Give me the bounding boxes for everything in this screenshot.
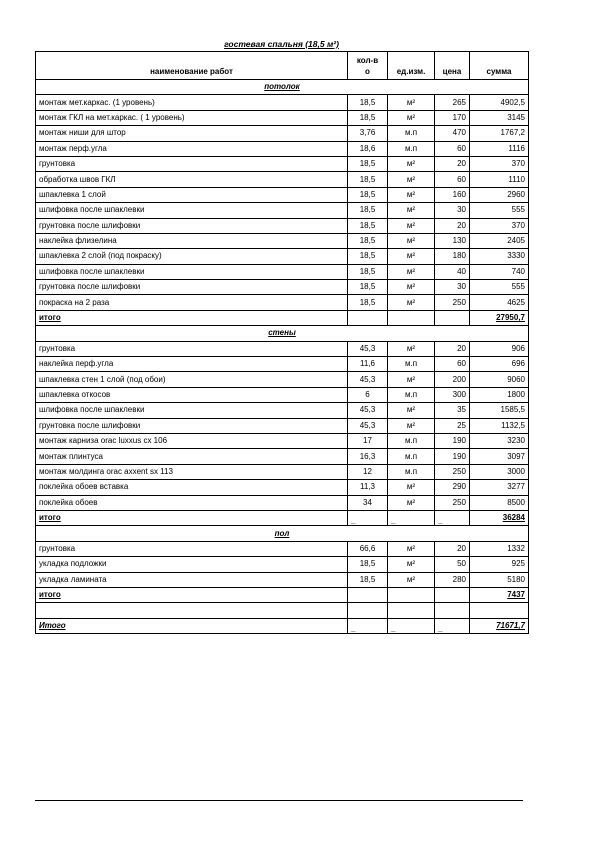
grand-total-empty: _ (435, 618, 470, 633)
work-unit: м² (388, 480, 435, 495)
header-name: наименование работ (36, 52, 348, 80)
section-total-empty (348, 587, 388, 602)
work-qty: 18,5 (348, 233, 388, 248)
footer-divider (35, 800, 523, 801)
work-unit: м.п (388, 141, 435, 156)
header-unit: ед.изм. (388, 52, 435, 80)
work-unit: м² (388, 172, 435, 187)
work-row (36, 418, 529, 433)
header-qty-text: кол-во (356, 56, 379, 76)
work-sum: 3097 (470, 449, 529, 464)
work-price: 30 (435, 203, 470, 218)
work-sum: 4625 (470, 295, 529, 310)
work-name: монтаж мет.каркас. (1 уровень) (36, 95, 348, 110)
work-qty: 6 (348, 387, 388, 402)
work-row (36, 449, 529, 464)
work-row (36, 572, 529, 587)
section-total-row (36, 587, 529, 602)
work-price: 190 (435, 449, 470, 464)
work-row (36, 480, 529, 495)
section-title: потолок (36, 80, 529, 95)
work-price: 25 (435, 418, 470, 433)
work-name: укладка подложки (36, 557, 348, 572)
works-table (35, 51, 529, 634)
work-price: 180 (435, 249, 470, 264)
work-qty: 18,5 (348, 249, 388, 264)
work-name: покраска на 2 раза (36, 295, 348, 310)
work-price: 60 (435, 141, 470, 156)
work-name: монтаж ниши для штор (36, 126, 348, 141)
work-name: укладка ламината (36, 572, 348, 587)
work-row (36, 280, 529, 295)
work-unit: м.п (388, 449, 435, 464)
work-name: поклейка обоев (36, 495, 348, 510)
work-row (36, 126, 529, 141)
work-sum: 3330 (470, 249, 529, 264)
work-unit: м² (388, 156, 435, 171)
section-total-empty (388, 587, 435, 602)
work-sum: 925 (470, 557, 529, 572)
work-unit: м.п (388, 357, 435, 372)
work-price: 250 (435, 495, 470, 510)
work-unit: м.п (388, 464, 435, 479)
works-table-body (36, 52, 529, 634)
work-name: грунтовка после шлифовки (36, 418, 348, 433)
section-header-row (36, 326, 529, 341)
work-qty: 3,76 (348, 126, 388, 141)
work-sum: 696 (470, 357, 529, 372)
work-unit: м.п (388, 433, 435, 448)
header-qty (348, 52, 388, 80)
work-unit: м² (388, 249, 435, 264)
work-qty: 17 (348, 433, 388, 448)
blank-cell (470, 603, 529, 618)
work-unit: м² (388, 264, 435, 279)
work-row (36, 141, 529, 156)
work-qty: 18,5 (348, 156, 388, 171)
work-row (36, 357, 529, 372)
work-sum: 555 (470, 280, 529, 295)
work-sum: 740 (470, 264, 529, 279)
section-total-value: 27950,7 (470, 310, 529, 325)
blank-cell (36, 603, 348, 618)
work-name: наклейка флизелина (36, 233, 348, 248)
work-sum: 555 (470, 203, 529, 218)
work-sum: 370 (470, 156, 529, 171)
work-qty: 18,5 (348, 203, 388, 218)
work-row (36, 203, 529, 218)
work-name: монтаж карниза orac luxxus cx 106 (36, 433, 348, 448)
work-unit: м² (388, 95, 435, 110)
work-sum: 3145 (470, 110, 529, 125)
section-total-empty (435, 587, 470, 602)
work-row (36, 264, 529, 279)
work-sum: 3000 (470, 464, 529, 479)
work-name: шпаклевка 1 слой (36, 187, 348, 202)
section-total-value: 7437 (470, 587, 529, 602)
section-header-row (36, 526, 529, 541)
blank-cell (435, 603, 470, 618)
work-name: монтаж ГКЛ на мет.каркас. ( 1 уровень) (36, 110, 348, 125)
work-unit: м² (388, 572, 435, 587)
work-price: 470 (435, 126, 470, 141)
work-sum: 1116 (470, 141, 529, 156)
section-total-empty (435, 310, 470, 325)
work-row (36, 387, 529, 402)
work-unit: м.п (388, 387, 435, 402)
work-name: обработка швов ГКЛ (36, 172, 348, 187)
work-sum: 1585,5 (470, 403, 529, 418)
work-qty: 18,5 (348, 95, 388, 110)
work-row (36, 464, 529, 479)
work-unit: м² (388, 218, 435, 233)
work-name: шлифовка после шпаклевки (36, 264, 348, 279)
blank-cell (388, 603, 435, 618)
work-qty: 18,5 (348, 557, 388, 572)
work-sum: 1110 (470, 172, 529, 187)
work-name: грунтовка (36, 541, 348, 556)
work-unit: м² (388, 541, 435, 556)
work-price: 130 (435, 233, 470, 248)
section-title: стены (36, 326, 529, 341)
work-qty: 18,5 (348, 187, 388, 202)
work-price: 20 (435, 541, 470, 556)
work-row (36, 372, 529, 387)
work-unit: м² (388, 280, 435, 295)
work-qty: 18,6 (348, 141, 388, 156)
work-name: монтаж плинтуса (36, 449, 348, 464)
work-sum: 8500 (470, 495, 529, 510)
work-row (36, 403, 529, 418)
work-unit: м² (388, 187, 435, 202)
work-sum: 4902,5 (470, 95, 529, 110)
work-name: грунтовка (36, 341, 348, 356)
work-unit: м² (388, 341, 435, 356)
work-price: 30 (435, 280, 470, 295)
work-row (36, 156, 529, 171)
work-sum: 2960 (470, 187, 529, 202)
work-unit: м² (388, 557, 435, 572)
work-price: 20 (435, 156, 470, 171)
work-sum: 9060 (470, 372, 529, 387)
work-row (36, 495, 529, 510)
header-sum: сумма (470, 52, 529, 80)
section-total-empty: _ (348, 510, 388, 525)
work-qty: 18,5 (348, 280, 388, 295)
work-price: 200 (435, 372, 470, 387)
work-row (36, 341, 529, 356)
blank-cell (348, 603, 388, 618)
grand-total-value: 71671,7 (470, 618, 529, 633)
work-name: шлифовка после шпаклевки (36, 403, 348, 418)
section-total-empty (388, 310, 435, 325)
section-total-label: итого (36, 310, 348, 325)
work-unit: м² (388, 203, 435, 218)
work-price: 35 (435, 403, 470, 418)
work-qty: 11,3 (348, 480, 388, 495)
document-title: гостевая спальня (18,5 м²) (224, 39, 339, 49)
work-row (36, 110, 529, 125)
work-row (36, 295, 529, 310)
work-qty: 11,6 (348, 357, 388, 372)
work-qty: 18,5 (348, 110, 388, 125)
work-row (36, 557, 529, 572)
work-sum: 1767,2 (470, 126, 529, 141)
work-unit: м² (388, 233, 435, 248)
work-row (36, 95, 529, 110)
work-qty: 18,5 (348, 295, 388, 310)
work-qty: 18,5 (348, 572, 388, 587)
section-total-label: итого (36, 510, 348, 525)
section-total-row (36, 310, 529, 325)
grand-total-empty: _ (388, 618, 435, 633)
work-qty: 66,6 (348, 541, 388, 556)
work-sum: 3277 (470, 480, 529, 495)
work-qty: 45,3 (348, 418, 388, 433)
work-sum: 370 (470, 218, 529, 233)
work-row (36, 433, 529, 448)
work-price: 290 (435, 480, 470, 495)
work-price: 20 (435, 218, 470, 233)
work-qty: 45,3 (348, 341, 388, 356)
blank-row (36, 603, 529, 618)
work-qty: 18,5 (348, 172, 388, 187)
grand-total-label: Итого (36, 618, 348, 633)
work-price: 40 (435, 264, 470, 279)
work-price: 300 (435, 387, 470, 402)
work-row (36, 541, 529, 556)
work-name: наклейка перф.угла (36, 357, 348, 372)
work-row (36, 187, 529, 202)
work-row (36, 218, 529, 233)
work-price: 50 (435, 557, 470, 572)
section-header-row (36, 80, 529, 95)
work-qty: 12 (348, 464, 388, 479)
work-price: 280 (435, 572, 470, 587)
work-price: 60 (435, 172, 470, 187)
work-name: шпаклевка 2 слой (под покраску) (36, 249, 348, 264)
header-price: цена (435, 52, 470, 80)
work-unit: м² (388, 372, 435, 387)
work-row (36, 233, 529, 248)
section-total-empty (348, 310, 388, 325)
work-qty: 45,3 (348, 372, 388, 387)
work-name: шлифовка после шпаклевки (36, 203, 348, 218)
header-row (36, 52, 529, 80)
work-sum: 2405 (470, 233, 529, 248)
grand-total-empty: _ (348, 618, 388, 633)
work-name: шпаклевка откосов (36, 387, 348, 402)
section-total-row (36, 510, 529, 525)
work-sum: 5180 (470, 572, 529, 587)
work-price: 250 (435, 464, 470, 479)
work-qty: 18,5 (348, 218, 388, 233)
section-total-label: итого (36, 587, 348, 602)
work-sum: 1132,5 (470, 418, 529, 433)
work-qty: 45,3 (348, 403, 388, 418)
work-qty: 16,3 (348, 449, 388, 464)
work-qty: 34 (348, 495, 388, 510)
work-unit: м.п (388, 126, 435, 141)
work-name: поклейка обоев вставка (36, 480, 348, 495)
work-qty: 18,5 (348, 264, 388, 279)
work-unit: м² (388, 295, 435, 310)
grand-total-row (36, 618, 529, 633)
work-unit: м² (388, 495, 435, 510)
work-row (36, 172, 529, 187)
work-price: 170 (435, 110, 470, 125)
work-unit: м² (388, 110, 435, 125)
work-unit: м² (388, 403, 435, 418)
section-total-empty: _ (435, 510, 470, 525)
work-price: 160 (435, 187, 470, 202)
work-price: 190 (435, 433, 470, 448)
section-title: пол (36, 526, 529, 541)
work-price: 250 (435, 295, 470, 310)
work-name: монтаж молдинга orac axxent sx 113 (36, 464, 348, 479)
work-unit: м² (388, 418, 435, 433)
work-price: 20 (435, 341, 470, 356)
work-name: шпаклевка стен 1 слой (под обои) (36, 372, 348, 387)
work-price: 265 (435, 95, 470, 110)
work-sum: 1332 (470, 541, 529, 556)
work-name: грунтовка после шлифовки (36, 218, 348, 233)
section-total-empty: _ (388, 510, 435, 525)
work-price: 60 (435, 357, 470, 372)
work-name: грунтовка (36, 156, 348, 171)
work-sum: 3230 (470, 433, 529, 448)
work-sum: 1800 (470, 387, 529, 402)
work-name: грунтовка после шлифовки (36, 280, 348, 295)
work-name: монтаж перф.угла (36, 141, 348, 156)
section-total-value: 36284 (470, 510, 529, 525)
work-row (36, 249, 529, 264)
work-sum: 906 (470, 341, 529, 356)
